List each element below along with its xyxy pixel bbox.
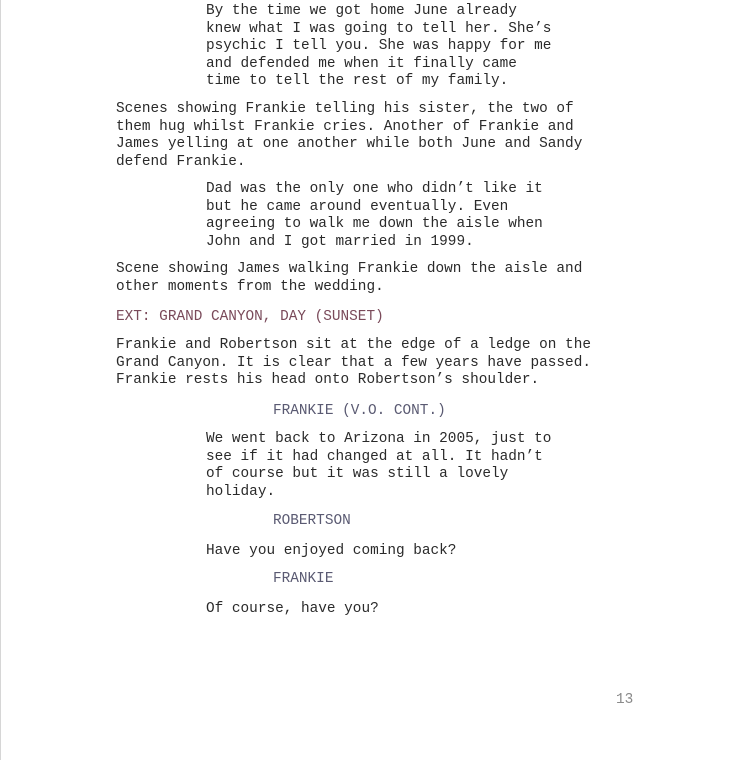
action-frankie-tells-sister: Scenes showing Frankie telling his sister, the two of them hug whilst Frankie cries. Another of Frankie and James yelling at one another while both June and Sandy defend Frankie. [116, 101, 583, 170]
action-grand-canyon: Frankie and Robertson sit at the edge of a ledge on the Grand Canyon. It is clear that a few years have passed. Frankie rests his head onto Robertson’s shoulder. [116, 337, 591, 389]
dialogue-frankie-june: By the time we got home June already knew what I was going to tell her. She’s psychic I tell you. She was happy for me and defended me when it finally came time to tell the rest of my family. [206, 3, 552, 90]
character-frankie: FRANKIE [273, 571, 334, 587]
dialogue-frankie-dad: Dad was the only one who didn’t like it but he came around eventually. Even agreeing to walk me down the aisle when John and I got married in 1999. [206, 181, 543, 250]
scene-heading-grand-canyon: EXT: GRAND CANYON, DAY (SUNSET) [116, 309, 384, 325]
character-frankie-vo: FRANKIE (V.O. CONT.) [273, 403, 446, 419]
dialogue-robertson-question: Have you enjoyed coming back? [206, 543, 457, 559]
dialogue-frankie-reply: Of course, have you? [206, 601, 379, 617]
dialogue-frankie-arizona: We went back to Arizona in 2005, just to see if it had changed at all. It hadn’t of course but it was still a lovely holiday. [206, 431, 552, 500]
page-number: 13 [616, 692, 634, 708]
action-wedding-scene: Scene showing James walking Frankie down the aisle and other moments from the wedding. [116, 261, 583, 295]
character-robertson: ROBERTSON [273, 513, 351, 529]
